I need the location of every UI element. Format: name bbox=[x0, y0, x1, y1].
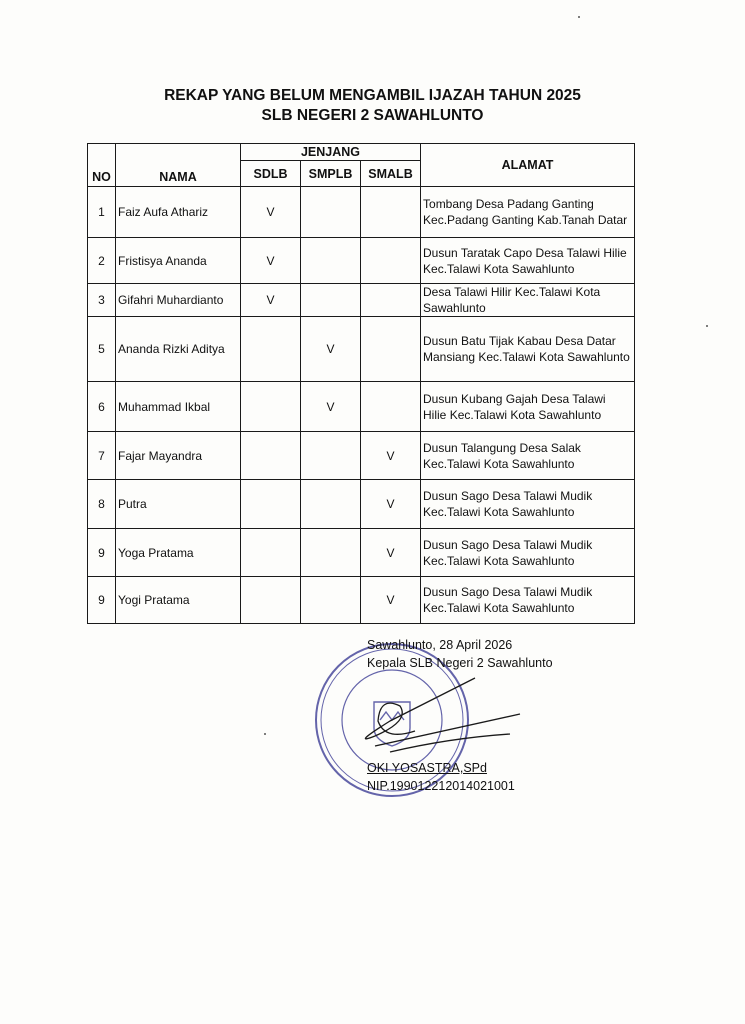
header-jenjang: JENJANG bbox=[241, 144, 421, 161]
row-no: 9 bbox=[88, 529, 116, 577]
table-row bbox=[88, 480, 635, 529]
row-smplb bbox=[301, 577, 361, 624]
scan-speck bbox=[706, 325, 708, 327]
row-smplb bbox=[301, 480, 361, 529]
table-row bbox=[88, 577, 635, 624]
row-smalb: V bbox=[361, 529, 421, 577]
row-sdlb bbox=[241, 529, 301, 577]
row-smplb bbox=[301, 432, 361, 480]
row-alamat: Dusun Sago Desa Talawi Mudik Kec.Talawi Kota Sawahlunto bbox=[421, 577, 635, 624]
row-smplb bbox=[301, 187, 361, 238]
table-row bbox=[88, 317, 635, 382]
row-sdlb bbox=[241, 382, 301, 432]
signature-position: Kepala SLB Negeri 2 Sawahlunto bbox=[367, 656, 553, 670]
row-sdlb bbox=[241, 480, 301, 529]
row-alamat: Dusun Taratak Capo Desa Talawi Hilie Kec.Talawi Kota Sawahlunto bbox=[421, 238, 635, 284]
signature-place-date: Sawahlunto, 28 April 2026 bbox=[367, 638, 513, 652]
row-smalb bbox=[361, 382, 421, 432]
row-nama: Fajar Mayandra bbox=[116, 432, 241, 480]
row-smplb bbox=[301, 529, 361, 577]
row-smalb: V bbox=[361, 577, 421, 624]
row-smplb: V bbox=[301, 317, 361, 382]
row-nama: Ananda Rizki Aditya bbox=[116, 317, 241, 382]
row-smplb bbox=[301, 284, 361, 317]
table-row bbox=[88, 238, 635, 284]
row-alamat: Tombang Desa Padang Ganting Kec.Padang Ganting Kab.Tanah Datar bbox=[421, 187, 635, 238]
row-sdlb bbox=[241, 577, 301, 624]
row-alamat: Dusun Sago Desa Talawi Mudik Kec.Talawi Kota Sawahlunto bbox=[421, 480, 635, 529]
row-no: 5 bbox=[88, 317, 116, 382]
row-alamat: Dusun Kubang Gajah Desa Talawi Hilie Kec.Talawi Kota Sawahlunto bbox=[421, 382, 635, 432]
header-alamat: ALAMAT bbox=[421, 144, 635, 187]
signatory-name: OKI YOSASTRA,SPd bbox=[367, 761, 487, 775]
row-sdlb: V bbox=[241, 238, 301, 284]
handwritten-signature bbox=[330, 676, 530, 756]
row-smalb: V bbox=[361, 432, 421, 480]
row-nama: Yogi Pratama bbox=[116, 577, 241, 624]
row-no: 1 bbox=[88, 187, 116, 238]
table-row bbox=[88, 432, 635, 480]
row-smplb bbox=[301, 238, 361, 284]
row-nama: Muhammad Ikbal bbox=[116, 382, 241, 432]
row-nama: Gifahri Muhardianto bbox=[116, 284, 241, 317]
row-nama: Fristisya Ananda bbox=[116, 238, 241, 284]
row-sdlb: V bbox=[241, 187, 301, 238]
table-row bbox=[88, 529, 635, 577]
table-body bbox=[88, 187, 635, 624]
row-alamat: Dusun Batu Tijak Kabau Desa Datar Mansiang Kec.Talawi Kota Sawahlunto bbox=[421, 317, 635, 382]
document-subtitle: SLB NEGERI 2 SAWAHLUNTO bbox=[261, 107, 484, 124]
row-alamat: Dusun Sago Desa Talawi Mudik Kec.Talawi Kota Sawahlunto bbox=[421, 529, 635, 577]
header-sdlb: SDLB bbox=[241, 161, 301, 187]
header-nama: NAMA bbox=[116, 144, 241, 187]
header-smplb: SMPLB bbox=[301, 161, 361, 187]
signatory-nip: NIP.199012212014021001 bbox=[367, 779, 515, 793]
row-smalb bbox=[361, 238, 421, 284]
scan-speck bbox=[578, 16, 580, 18]
header-smalb: SMALB bbox=[361, 161, 421, 187]
row-smplb: V bbox=[301, 382, 361, 432]
row-no: 6 bbox=[88, 382, 116, 432]
row-no: 8 bbox=[88, 480, 116, 529]
table-row bbox=[88, 187, 635, 238]
document-title: REKAP YANG BELUM MENGAMBIL IJAZAH TAHUN 2025 bbox=[164, 87, 581, 104]
row-no: 3 bbox=[88, 284, 116, 317]
row-smalb bbox=[361, 317, 421, 382]
table-row bbox=[88, 284, 635, 317]
row-sdlb: V bbox=[241, 284, 301, 317]
row-nama: Yoga Pratama bbox=[116, 529, 241, 577]
row-alamat: Desa Talawi Hilir Kec.Talawi Kota Sawahlunto bbox=[421, 284, 635, 317]
row-no: 9 bbox=[88, 577, 116, 624]
row-nama: Putra bbox=[116, 480, 241, 529]
row-smalb bbox=[361, 284, 421, 317]
header-no: NO bbox=[88, 144, 116, 187]
row-sdlb bbox=[241, 432, 301, 480]
row-no: 2 bbox=[88, 238, 116, 284]
row-smalb bbox=[361, 187, 421, 238]
row-sdlb bbox=[241, 317, 301, 382]
row-alamat: Dusun Talangung Desa Salak Kec.Talawi Kota Sawahlunto bbox=[421, 432, 635, 480]
rekap-table bbox=[87, 143, 635, 624]
row-smalb: V bbox=[361, 480, 421, 529]
table-row bbox=[88, 382, 635, 432]
row-nama: Faiz Aufa Athariz bbox=[116, 187, 241, 238]
scan-speck bbox=[264, 733, 266, 735]
row-no: 7 bbox=[88, 432, 116, 480]
